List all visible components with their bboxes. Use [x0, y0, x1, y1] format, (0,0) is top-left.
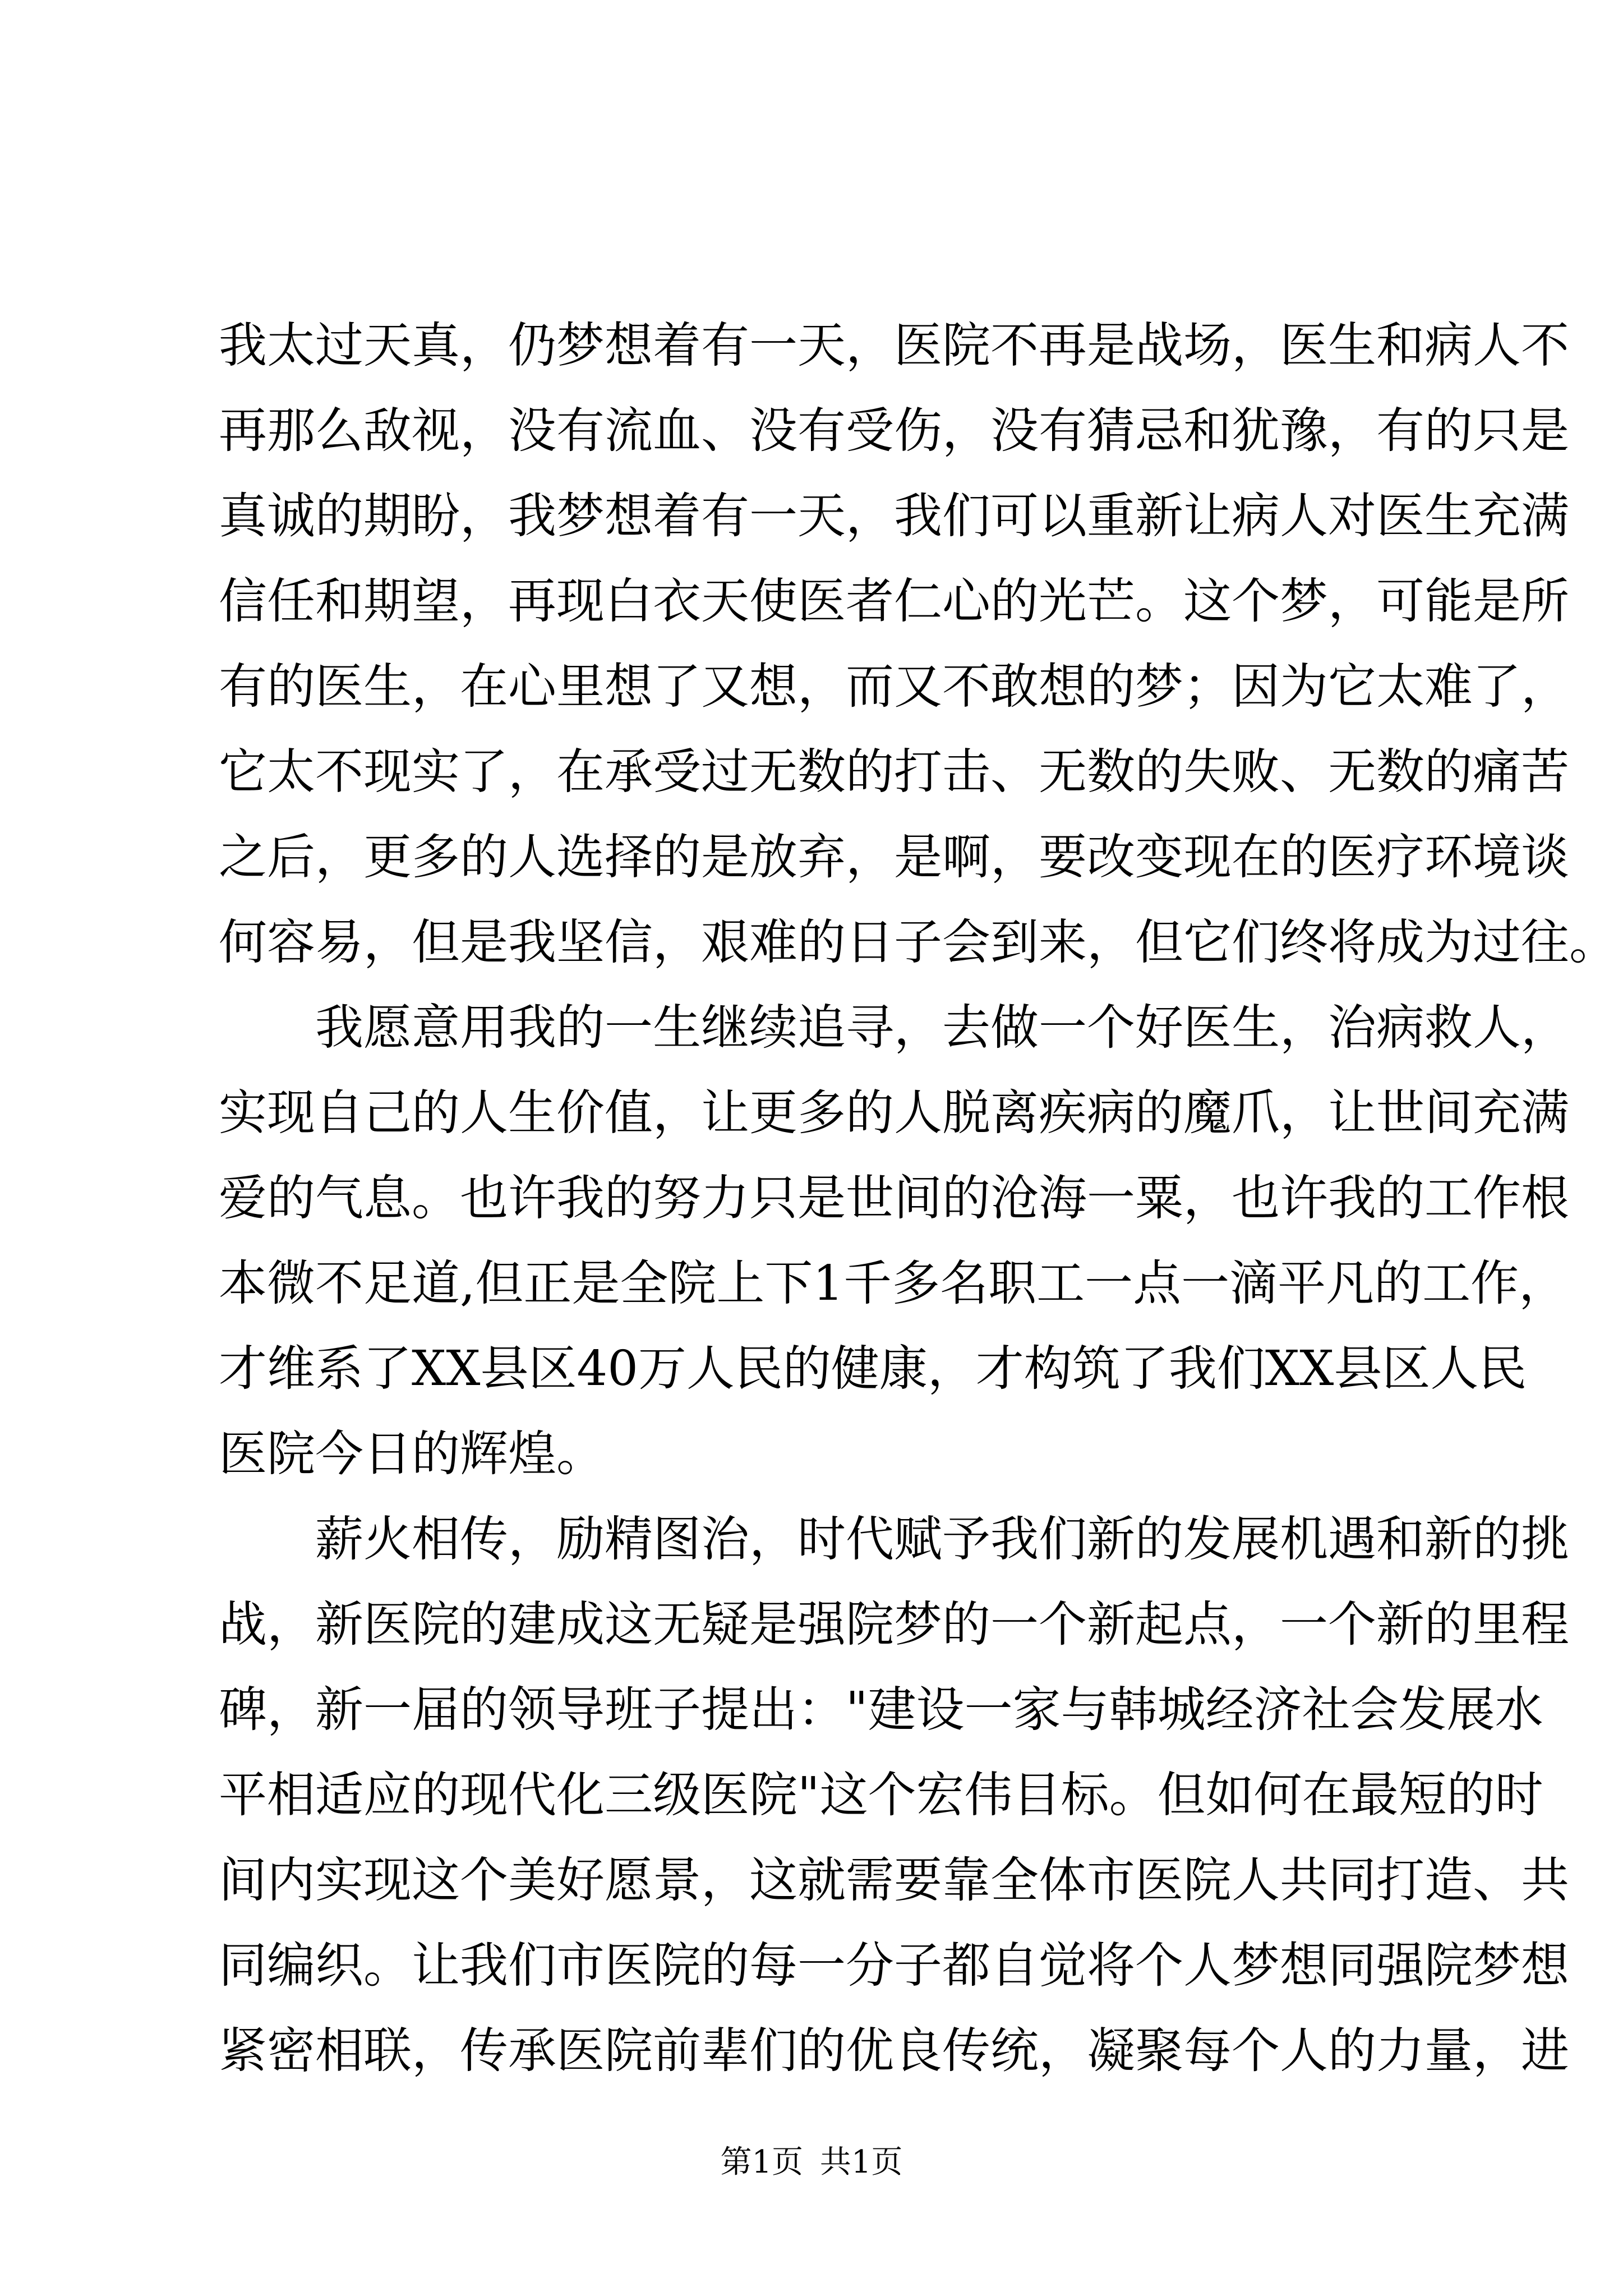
text-line: 信 任 和 期 望 ， 再 现 白 衣 天 使 医 者 仁 心 的 光 芒 。 这 个 梦 ， 可 能 是 所: [219, 573, 1569, 629]
text-line: 平 相 适 应 的 现 代 化 三 级 医 院 " 这 个 宏 伟 目 标 。 但 如 何 在 最 短 的 时: [219, 1767, 1543, 1823]
text-line: 我 太 过 天 真 ， 仍 梦 想 着 有 一 天 ， 医 院 不 再 是 战 场 ， 医 生 和 病 人 不: [219, 318, 1569, 374]
text-line: 同 编 织 。 让 我 们 市 医 院 的 每 一 分 子 都 自 觉 将 个 人 梦 想 同 强 院 梦 想: [219, 1938, 1569, 1994]
text-line: 紧 密 相 联 ， 传 承 医 院 前 辈 们 的 优 良 传 统 ， 凝 聚 每 个 人 的 力 量 ， 进: [219, 2023, 1569, 2079]
page-number: 第1页: [720, 2144, 804, 2180]
page-footer: [0, 2140, 1623, 2185]
text-line: 才 维 系 了 X X 县 区 4 0 万 人 民 的 健 康 ， 才 构 筑 了 我 们 X X 县 区 人 民: [219, 1341, 1527, 1397]
text-line: 真 诚 的 期 盼 ， 我 梦 想 着 有 一 天 ， 我 们 可 以 重 新 让 病 人 对 医 生 充 满: [219, 488, 1569, 544]
text-line: 薪 火 相 传 ， 励 精 图 治 ， 时 代 赋 予 我 们 新 的 发 展 机 遇 和 新 的 挑: [315, 1511, 1569, 1567]
page-total: 共1页: [819, 2144, 903, 2180]
text-line: 碑 ， 新 一 届 的 领 导 班 子 提 出 ： " 建 设 一 家 与 韩 城 经 济 社 会 发 展 水: [219, 1682, 1543, 1738]
text-line: 之 后 ， 更 多 的 人 选 择 的 是 放 弃 ， 是 啊 ， 要 改 变 现 在 的 医 疗 环 境 谈: [219, 829, 1569, 885]
text-line: 医院今日的辉煌。: [219, 1426, 605, 1482]
text-line: 本 微 不 足 道 , 但 正 是 全 院 上 下 1 千 多 名 职 工 一 点 一 滴 平 凡 的 工 作 ，: [219, 1255, 1567, 1312]
text-line: 实 现 自 己 的 人 生 价 值 ， 让 更 多 的 人 脱 离 疾 病 的 魔 爪 ， 让 世 间 充 满: [219, 1085, 1569, 1141]
text-line: 我 愿 意 用 我 的 一 生 继 续 追 寻 ， 去 做 一 个 好 医 生 ， 治 病 救 人 ，: [315, 1000, 1569, 1056]
text-line: 再 那 么 敌 视 ， 没 有 流 血 、 没 有 受 伤 ， 没 有 猜 忌 和 犹 豫 ， 有 的 只 是: [219, 403, 1569, 459]
text-line: 何 容 易 ， 但 是 我 坚 信 ， 艰 难 的 日 子 会 到 来 ， 但 它 们 终 将 成 为 过 往 。: [219, 914, 1617, 970]
text-line: 间 内 实 现 这 个 美 好 愿 景 ， 这 就 需 要 靠 全 体 市 医 院 人 共 同 打 造 、 共: [219, 1852, 1569, 1908]
text-line: 战 ， 新 医 院 的 建 成 这 无 疑 是 强 院 梦 的 一 个 新 起 点 ， 一 个 新 的 里 程: [219, 1596, 1569, 1653]
text-line: 有 的 医 生 ， 在 心 里 想 了 又 想 ， 而 又 不 敢 想 的 梦 ； 因 为 它 太 难 了 ，: [219, 659, 1569, 715]
text-line: 它 太 不 现 实 了 ， 在 承 受 过 无 数 的 打 击 、 无 数 的 失 败 、 无 数 的 痛 苦: [219, 744, 1569, 800]
text-line: 爱 的 气 息 。 也 许 我 的 努 力 只 是 世 间 的 沧 海 一 粟 ， 也 许 我 的 工 作 根: [219, 1170, 1569, 1226]
